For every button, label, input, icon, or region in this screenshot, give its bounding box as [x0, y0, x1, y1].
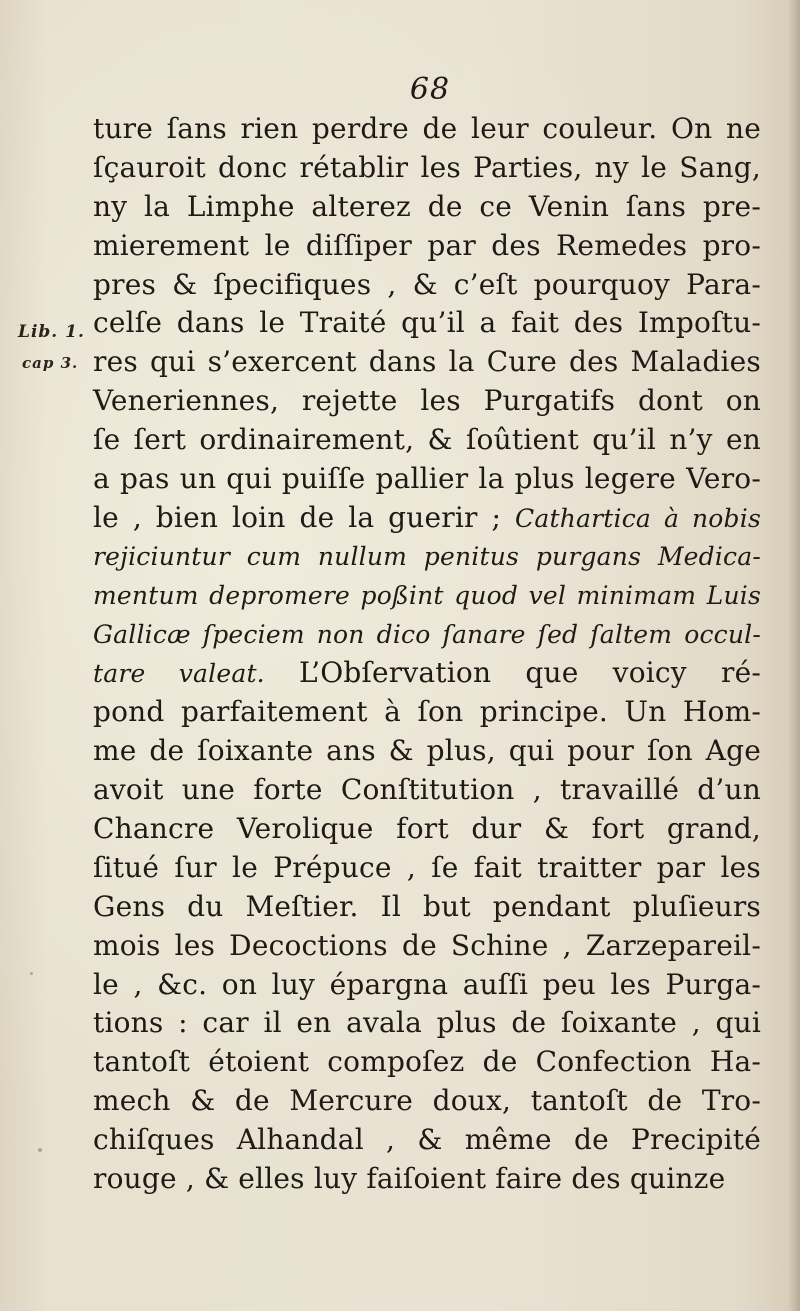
- text-line: mierement le diſſiper par des Remedes pro-: [93, 228, 761, 262]
- text-line: a pas un qui puiſſe pallier la plus legere Vero-: [93, 462, 761, 496]
- latin-quote-line: mentum depromere poßint quod vel minimam Luis: [93, 580, 761, 610]
- text-line: mois les Decoctions de Schine , Zarzepareil-: [93, 928, 761, 962]
- roman-segment: L’Obſervation que voicy ré-: [264, 656, 761, 690]
- latin-quote-segment: tare valeat.: [93, 659, 265, 689]
- text-line: ſe ſert ordinairement, & ſoûtient qu’il n’y en: [93, 423, 761, 457]
- page-edge-shadow: [788, 0, 800, 1311]
- text-line: mech & de Mercure doux, tantoſt de Tro-: [93, 1084, 761, 1118]
- paper-speck: [38, 1148, 42, 1152]
- text-line: me de ſoixante ans & plus, qui pour ſon Age: [93, 734, 761, 768]
- paper-speck: [30, 972, 33, 975]
- latin-quote-line: rejiciuntur cum nullum penitus purgans Medica-: [93, 541, 761, 571]
- text-line: chiſques Alhandal , & même de Precipité: [93, 1123, 761, 1157]
- text-line: pond parfaitement à ſon principe. Un Hom-: [93, 695, 761, 729]
- text-line: ny la Limphe alterez de ce Venin ſans pre-: [93, 189, 761, 223]
- text-line: tantoſt étoient compoſez de Confection Ha-: [93, 1045, 761, 1079]
- text-line: tions : car il en avala plus de ſoixante , qui: [93, 1006, 761, 1040]
- text-line: le , &c. on luy épargna auſſi peu les Purga-: [93, 967, 761, 1001]
- text-line: ſçauroit donc rétablir les Parties, ny le Sang,: [93, 150, 761, 184]
- text-line: Veneriennes, rejette les Purgatifs dont on: [93, 384, 761, 418]
- text-line-mixed: [93, 499, 761, 538]
- text-line: res qui s’exercent dans la Cure des Maladies: [93, 345, 761, 379]
- body-text: [93, 110, 761, 1199]
- text-line: pres & ſpecifiques , & c’eſt pourquoy Para-: [93, 267, 761, 301]
- text-line: celſe dans le Traité qu’il a fait des Impoſtu-: [93, 306, 761, 340]
- text-line: Chancre Verolique fort dur & fort grand,: [93, 812, 761, 846]
- margin-note-chapter: cap 3.: [22, 354, 79, 372]
- latin-quote-segment: Cathartica à nobis: [515, 503, 761, 533]
- text-line: Gens du Meſtier. Il but pendant pluſieurs: [93, 889, 761, 923]
- text-line: rouge , & elles luy faiſoient faire des quinze: [93, 1162, 726, 1196]
- latin-quote-line: Gallicæ ſpeciem non dico ſanare ſed ſaltem occul-: [93, 619, 761, 649]
- text-line: ſitué ſur le Prépuce , ſe fait traitter par les: [93, 850, 761, 884]
- roman-segment: le , bien loin de la guerir ;: [93, 500, 516, 534]
- text-line: avoit une forte Conſtitution , travaillé d’un: [93, 773, 761, 807]
- page-number: 68: [409, 72, 451, 107]
- text-line: ture ſans rien perdre de leur couleur. On ne: [93, 112, 761, 145]
- margin-note-book: Lib. 1.: [18, 322, 85, 342]
- text-line-mixed: [93, 654, 761, 693]
